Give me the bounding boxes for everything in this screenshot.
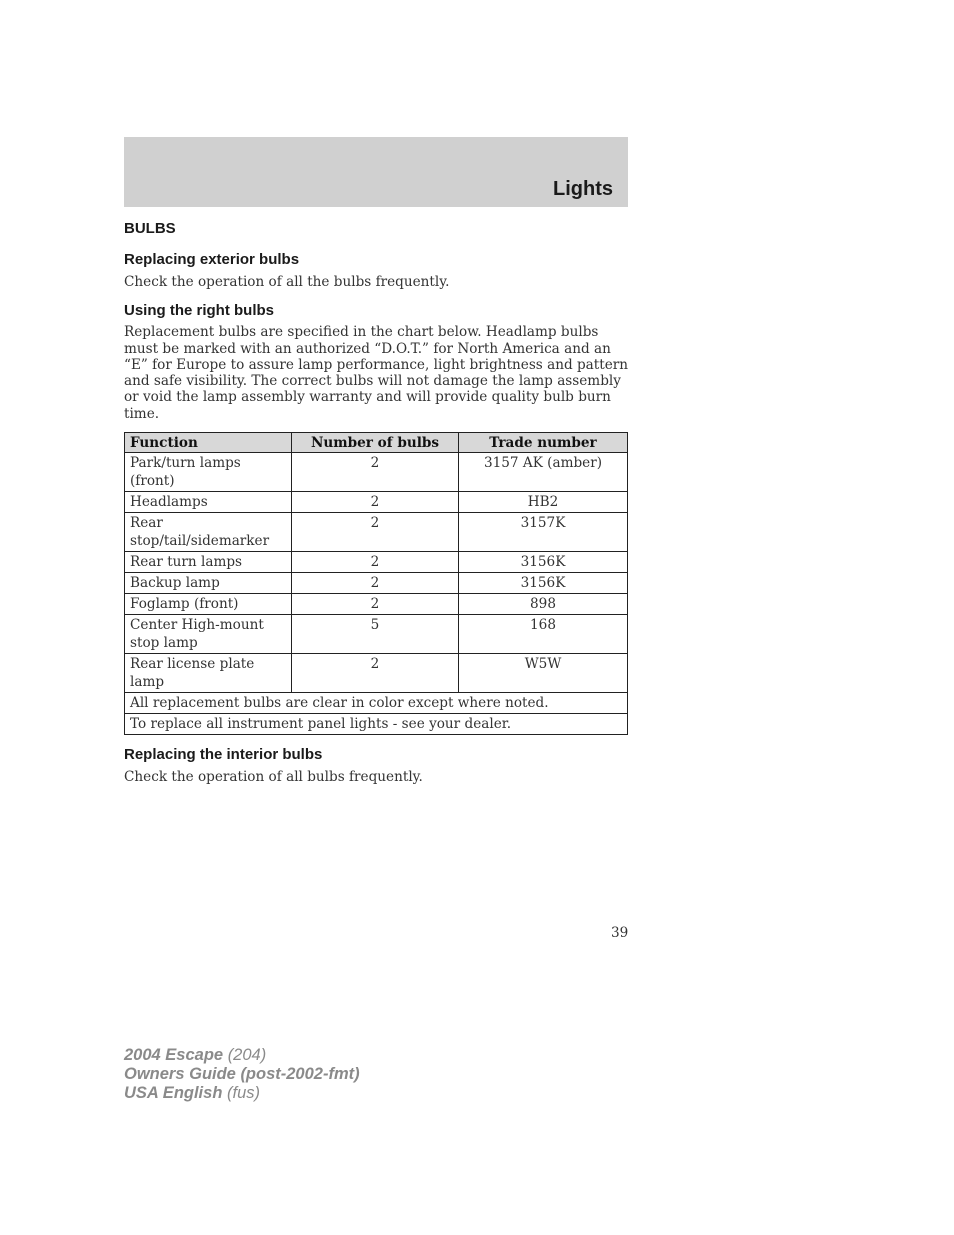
number-cell: 2 [292, 453, 459, 492]
exterior-bulbs-heading: Replacing exterior bulbs [124, 251, 300, 268]
footer-guide: Owners Guide (post-2002-fmt) [124, 1065, 360, 1083]
number-cell: 5 [292, 615, 459, 654]
function-cell: Headlamps [125, 492, 292, 513]
trade-cell: 898 [459, 594, 628, 615]
number-cell: 2 [292, 552, 459, 573]
trade-cell: 3157K [459, 513, 628, 552]
footer-language: USA English [124, 1084, 223, 1102]
trade-cell: HB2 [459, 492, 628, 513]
number-cell: 2 [292, 513, 459, 552]
footer-line-3 [124, 1084, 360, 1103]
trade-cell: 3156K [459, 552, 628, 573]
table-note-row [125, 714, 628, 735]
chapter-header-bar [124, 137, 628, 207]
trade-cell: 3156K [459, 573, 628, 594]
footer-model-code: (204) [227, 1046, 267, 1064]
table-row [125, 552, 628, 573]
number-cell: 2 [292, 492, 459, 513]
table-row [125, 513, 628, 552]
number-cell: 2 [292, 654, 459, 693]
function-cell: Center High-mount stop lamp [125, 615, 292, 654]
table-note-clear-color: All replacement bulbs are clear in color except where noted. [125, 693, 628, 714]
bulb-spec-table [124, 432, 628, 735]
footer-model: 2004 Escape [124, 1046, 224, 1064]
table-row [125, 453, 628, 492]
page-content [124, 220, 628, 785]
interior-bulbs-text: Check the operation of all bulbs frequently. [124, 769, 423, 786]
number-cell: 2 [292, 573, 459, 594]
chapter-title: Lights [553, 178, 613, 200]
function-cell: Rear stop/tail/sidemarker [125, 513, 292, 552]
column-header-function: Function [125, 433, 292, 453]
footer-language-code: (fus) [227, 1084, 260, 1102]
function-cell: Park/turn lamps (front) [125, 453, 292, 492]
footer-line-1 [124, 1046, 360, 1065]
trade-cell: 168 [459, 615, 628, 654]
table-row [125, 594, 628, 615]
column-header-number: Number of bulbs [292, 433, 459, 453]
right-bulbs-text: Replacement bulbs are specified in the chart below. Headlamp bulbs must be marked with an authorized “D.O.T.” for North America and an “E” for Europe to assure lamp performance, light brightness and pattern and safe visibility. The correct bulbs will not damage the lamp assembly or void the lamp assembly warranty and will provide quality bulb burn time. [124, 324, 629, 422]
section-title: BULBS [124, 220, 176, 237]
page-number: 39 [611, 925, 629, 941]
table-row [125, 615, 628, 654]
function-cell: Foglamp (front) [125, 594, 292, 615]
number-cell: 2 [292, 594, 459, 615]
footer-line-2 [124, 1065, 360, 1084]
table-note-row [125, 693, 628, 714]
function-cell: Rear turn lamps [125, 552, 292, 573]
document-footer [124, 1046, 360, 1103]
exterior-bulbs-text: Check the operation of all the bulbs frequently. [124, 274, 450, 290]
interior-bulbs-heading: Replacing the interior bulbs [124, 746, 323, 764]
function-cell: Backup lamp [125, 573, 292, 594]
table-row [125, 492, 628, 513]
table-row [125, 573, 628, 594]
right-bulbs-heading: Using the right bulbs [124, 302, 274, 320]
column-header-trade: Trade number [459, 433, 628, 453]
trade-cell: 3157 AK (amber) [459, 453, 628, 492]
table-header-row [125, 433, 628, 453]
function-cell: Rear license plate lamp [125, 654, 292, 693]
table-row [125, 654, 628, 693]
trade-cell: W5W [459, 654, 628, 693]
table-note-instrument-panel: To replace all instrument panel lights - see your dealer. [125, 714, 628, 735]
